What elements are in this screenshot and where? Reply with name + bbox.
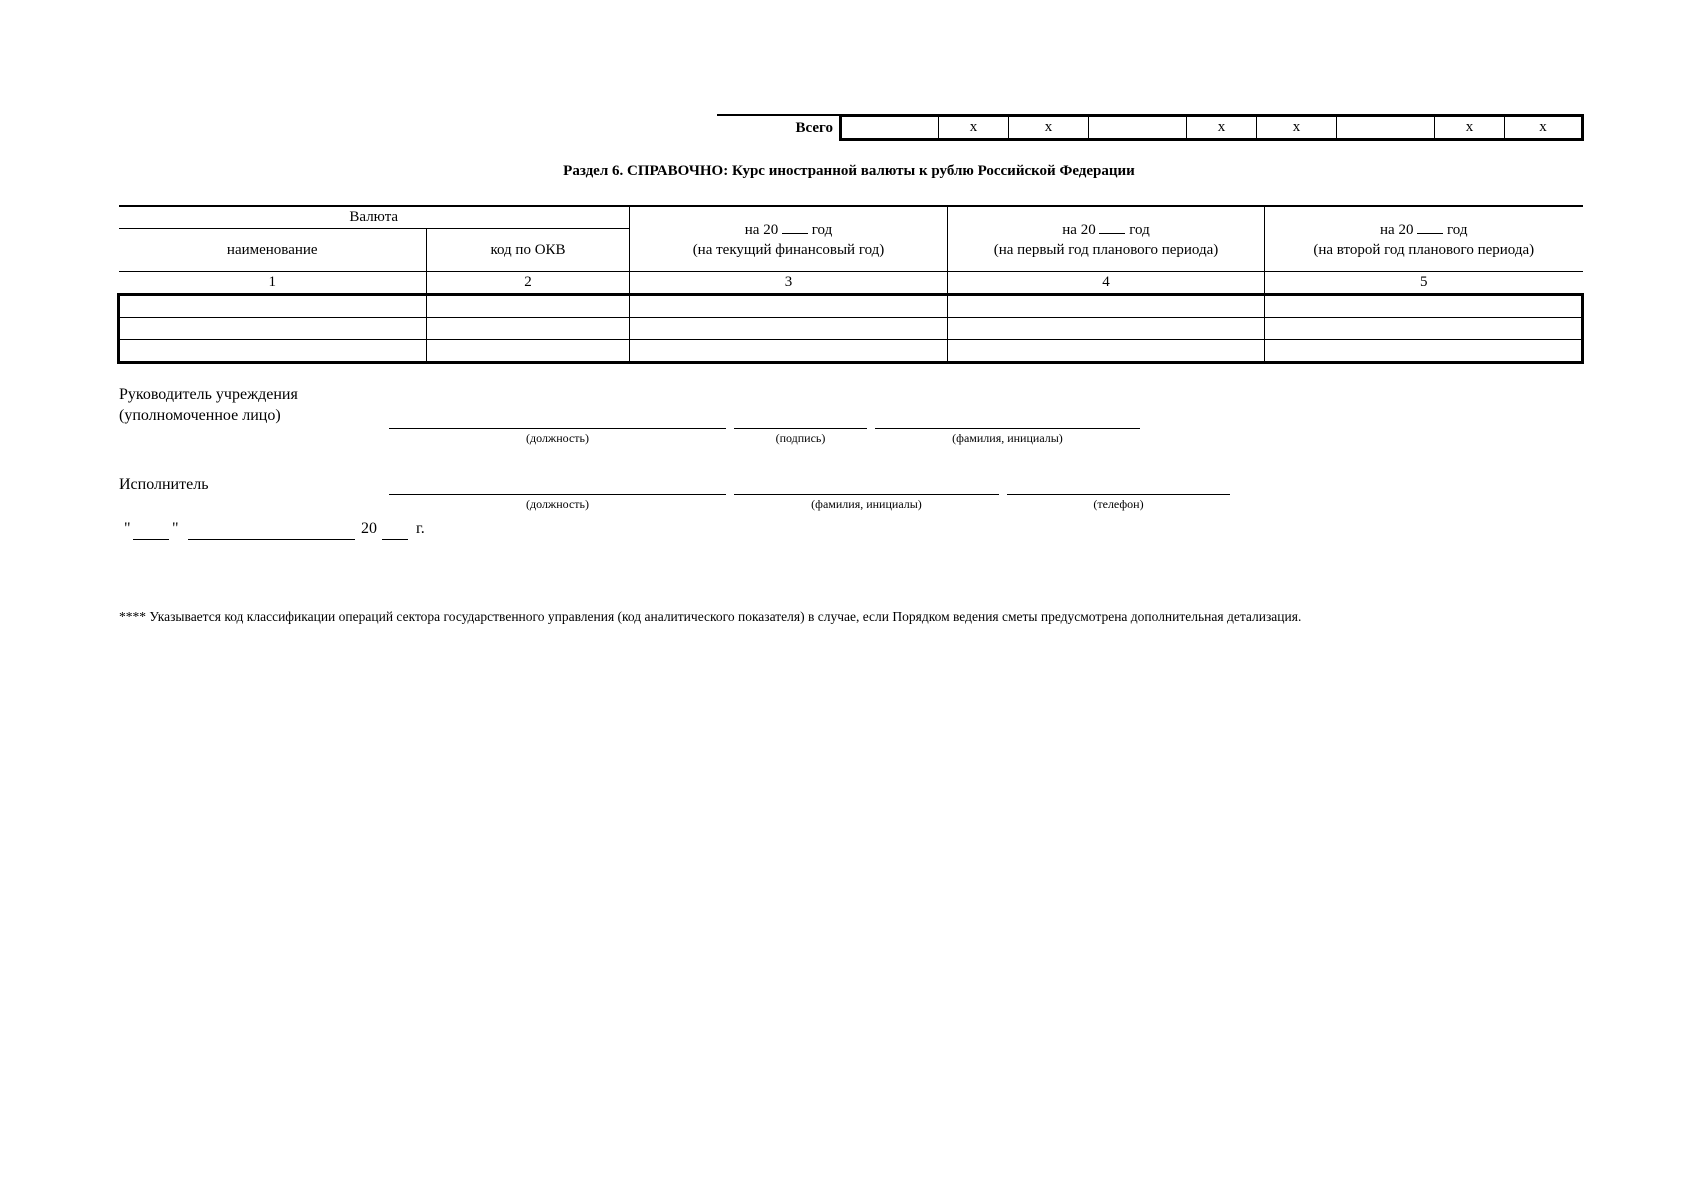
col-number: 2	[427, 272, 630, 295]
table-cell[interactable]	[948, 295, 1265, 318]
totals-cell: x	[1257, 116, 1337, 140]
table-cell[interactable]	[1265, 295, 1583, 318]
table-cell[interactable]	[427, 318, 630, 340]
year-suffix: год	[1446, 221, 1468, 238]
totals-cell: x	[939, 116, 1009, 140]
executor-position-line[interactable]	[389, 494, 726, 495]
date-day-line[interactable]	[133, 539, 169, 540]
executor-caption-phone: (телефон)	[1093, 497, 1144, 511]
col-number: 3	[630, 272, 948, 295]
table-cell[interactable]	[119, 295, 427, 318]
table-cell[interactable]	[1265, 318, 1583, 340]
table-cell[interactable]	[630, 340, 948, 363]
table-row	[119, 318, 1583, 340]
totals-label: Всего	[717, 114, 839, 141]
col-number: 1	[119, 272, 427, 295]
head-name-line[interactable]	[875, 428, 1140, 429]
date-year-suffix: г.	[416, 520, 425, 537]
head-label-line1: Руководитель учреждения	[119, 386, 298, 403]
head-position-line[interactable]	[389, 428, 726, 429]
head-caption-position: (должность)	[526, 431, 589, 445]
executor-caption-name: (фамилия, инициалы)	[811, 497, 922, 511]
date-month-line[interactable]	[188, 539, 355, 540]
date-quote-close: "	[172, 520, 179, 537]
executor-label: Исполнитель	[119, 476, 209, 493]
year-suffix: год	[811, 221, 833, 238]
head-caption-name: (фамилия, инициалы)	[952, 431, 1063, 445]
head-caption-signature: (подпись)	[775, 431, 826, 445]
totals-row	[717, 114, 1581, 141]
table-cell[interactable]	[630, 295, 948, 318]
head-signature-line[interactable]	[734, 428, 867, 429]
table-cell[interactable]	[1265, 340, 1583, 363]
col-header-name: наименование	[119, 229, 427, 272]
col-header-code: код по ОКВ	[427, 229, 630, 272]
table-cell[interactable]	[630, 318, 948, 340]
year-header-caption: (на текущий финансовый год)	[692, 241, 885, 258]
year-prefix: на 20	[744, 221, 779, 238]
executor-caption-position: (должность)	[526, 497, 589, 511]
year-prefix: на 20	[1062, 221, 1096, 238]
totals-cell: x	[1187, 116, 1257, 140]
executor-name-line[interactable]	[734, 494, 999, 495]
table-cell[interactable]	[948, 340, 1265, 363]
table-row	[119, 340, 1583, 363]
totals-cell: x	[1009, 116, 1089, 140]
table-row	[119, 295, 1583, 318]
col-number: 4	[948, 272, 1265, 295]
year-header-caption: (на первый год планового периода)	[993, 241, 1219, 258]
year-header-plan-2	[1265, 206, 1583, 272]
totals-table	[839, 114, 1584, 141]
year-header-plan-1	[948, 206, 1265, 272]
table-cell[interactable]	[427, 295, 630, 318]
currency-rate-table	[117, 205, 1581, 364]
year-blank[interactable]	[1417, 219, 1443, 234]
executor-phone-line[interactable]	[1007, 494, 1230, 495]
year-blank[interactable]	[782, 219, 808, 234]
date-year-line[interactable]	[382, 539, 408, 540]
table-cell[interactable]	[119, 340, 427, 363]
table-cell[interactable]	[427, 340, 630, 363]
table-cell[interactable]	[948, 318, 1265, 340]
table-cell[interactable]	[119, 318, 427, 340]
head-label-line2: (уполномоченное лицо)	[119, 407, 281, 424]
year-suffix: год	[1129, 221, 1150, 238]
totals-cell[interactable]	[1337, 116, 1435, 140]
year-header-current	[630, 206, 948, 272]
col-number: 5	[1265, 272, 1583, 295]
date-year-prefix: 20	[361, 520, 377, 537]
totals-cell[interactable]	[1089, 116, 1187, 140]
year-prefix: на 20	[1380, 221, 1414, 238]
currency-group-header: Валюта	[119, 206, 630, 229]
totals-cell: x	[1505, 116, 1583, 140]
totals-cell[interactable]	[841, 116, 939, 140]
section-title: Раздел 6. СПРАВОЧНО: Курс иностранной валюты к рублю Российской Федерации	[563, 163, 1135, 179]
date-quote-open: "	[124, 520, 131, 537]
footnote: **** Указывается код классификации операций сектора государственного управления (код аналитического показателя) в случае, если Порядком ведения сметы предусмотрена дополнительная детализация.	[119, 609, 1302, 624]
totals-cell: x	[1435, 116, 1505, 140]
year-blank[interactable]	[1099, 219, 1125, 234]
year-header-caption: (на второй год планового периода)	[1313, 241, 1535, 258]
